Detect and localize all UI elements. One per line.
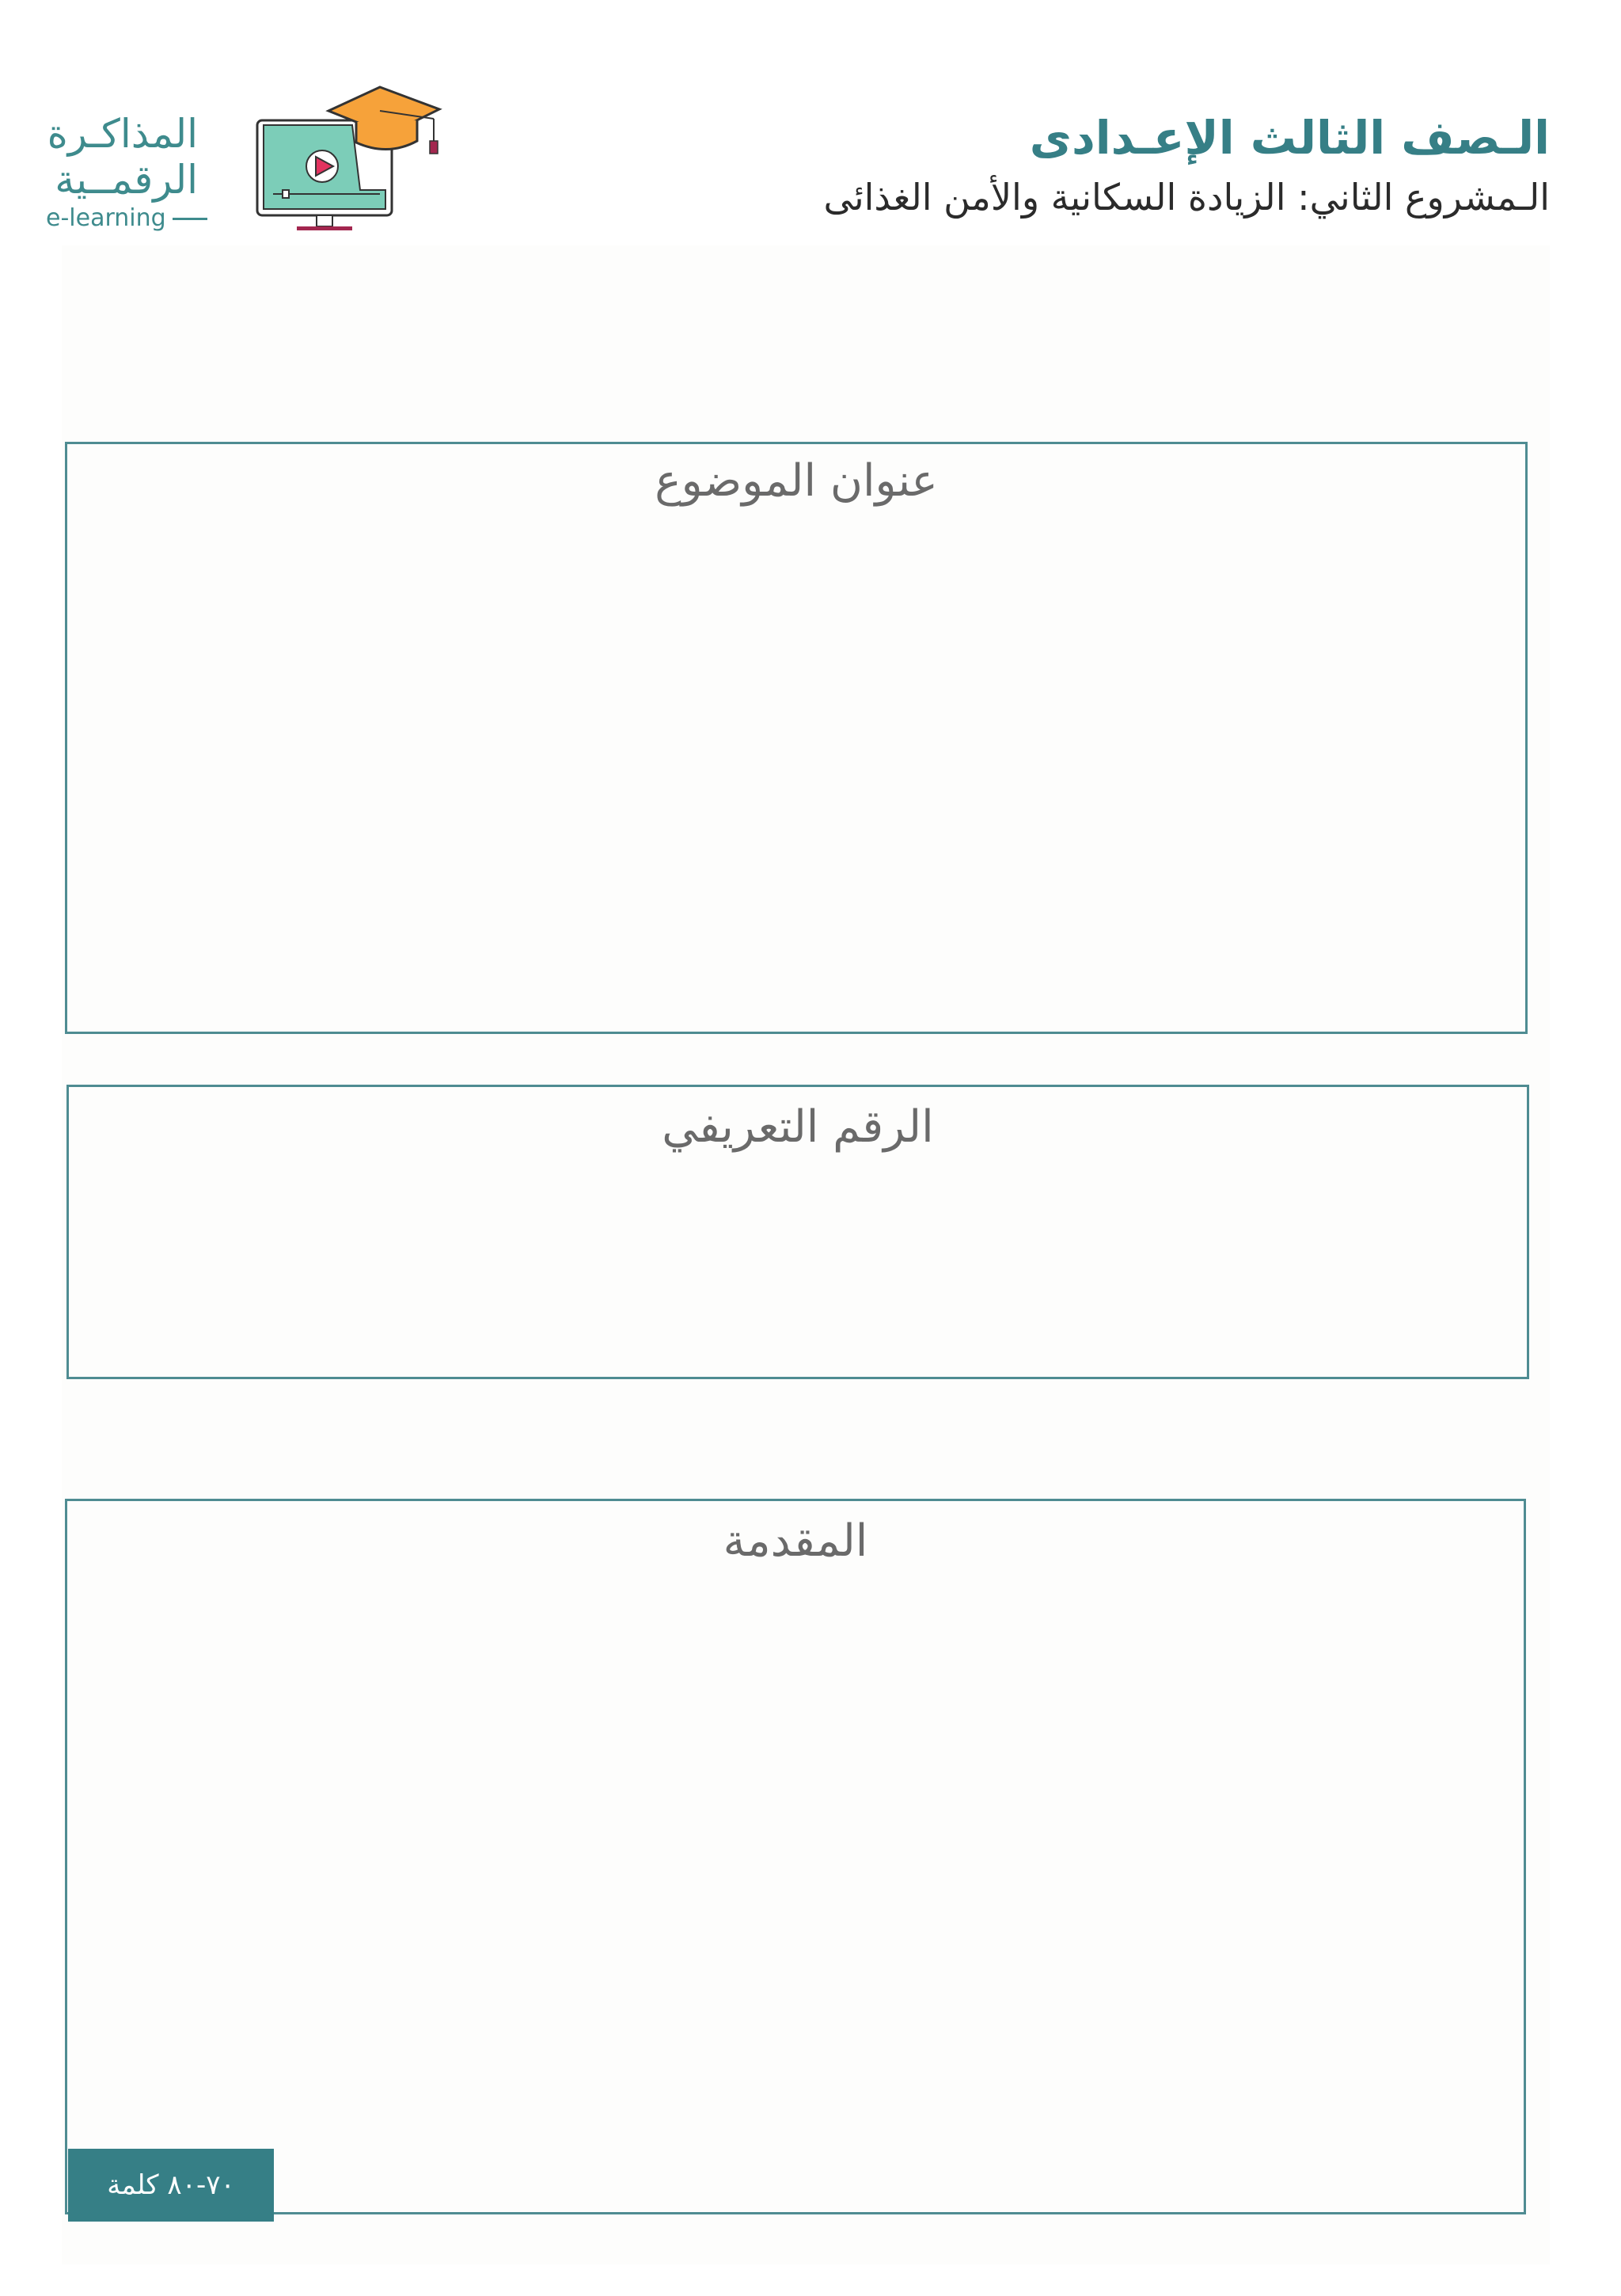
logo-line1: المذاكـرة (47, 111, 198, 157)
topic-title-label: عنوان الموضوع (655, 455, 938, 507)
page-title: الـصف الثالث الإعـدادى (1029, 111, 1550, 165)
logo-latin-label: e-learning (46, 204, 166, 232)
identifier-label: الرقم التعريفي (662, 1101, 934, 1153)
identifier-box[interactable] (66, 1085, 1529, 1379)
page-subtitle: الـمشروع الثاني: الزيادة السكانية والأمن الغذائى (823, 176, 1550, 219)
logo-wordmark (40, 111, 198, 203)
logo (40, 79, 412, 245)
introduction-label: المقدمة (723, 1515, 868, 1567)
topic-title-box[interactable] (65, 442, 1528, 1034)
monitor-with-graduation-cap-icon (210, 79, 447, 245)
logo-line2: الرقمــية (55, 157, 198, 203)
logo-latin-text (46, 204, 207, 232)
word-count-badge: ٧٠-٨٠ كلمة (68, 2149, 274, 2222)
introduction-box[interactable] (65, 1499, 1526, 2214)
